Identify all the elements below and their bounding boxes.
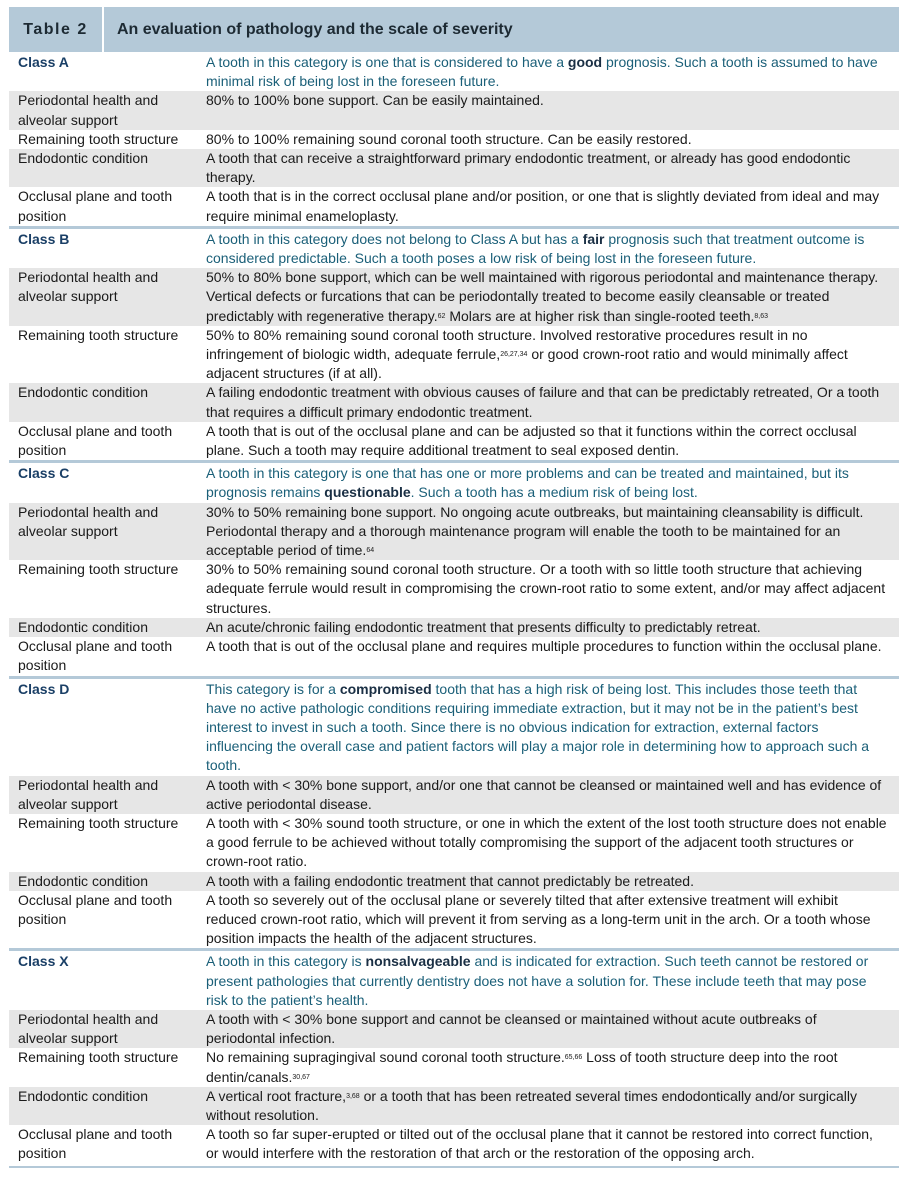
class-name: Class B [18,230,70,247]
class-description: A tooth in this category is one that is considered to have a good prognosis. Such a tooth is assumed to have minimal risk of being lost in the foreseen future. [206,54,878,90]
class-description: This category is for a compromised tooth that has a high risk of being lost. This includes those teeth that have no active pathologic conditions requiring immediate extraction, but it may not be in the patient’s best interest to invest in such a tooth. Since there is no obvious indication for extraction, external factors influencing the overall case and patient factors will play a major role in determining how to approach such a tooth. [206,680,870,774]
criterion-row [9,149,899,187]
criterion-description: 50% to 80% bone support, which can be well maintained with rigorous periodontal and maintenance therapy. Vertical defects or furcations that can be periodontally treated to become easily cleansable or treated predictably with regenerative therapy.$^{62}$ Molars are at higher risk than single-rooted teeth.$^{8,63}$ [206,269,879,324]
criterion-label: Occlusal plane and tooth position [18,188,173,224]
criterion-row [9,187,899,225]
criterion-label: Periodontal health and alveolar support [18,269,159,305]
criterion-description: A tooth with < 30% bone support, and/or one that cannot be cleansed or maintained well and has evidence of active periodontal disease. [206,776,882,812]
class-name: Class C [18,465,70,482]
criterion-row [9,814,899,872]
class-description: A tooth in this category is nonsalvageable and is indicated for extraction. Such teeth cannot be restored or present pathologies that currently dentistry does not have a solution for. These include teeth that may pose risk to the patient’s health. [206,953,869,1008]
criterion-label: Endodontic condition [18,872,148,889]
criterion-label: Periodontal health and alveolar support [18,776,159,812]
citation: 62 [437,312,446,320]
class-row [9,226,899,268]
criterion-description: 80% to 100% remaining sound coronal tooth structure. Can be easily restored. [206,130,692,147]
criterion-label: Occlusal plane and tooth position [18,1126,173,1162]
criterion-row [9,422,899,460]
class-name: Class X [18,953,69,970]
criterion-label: Periodontal health and alveolar support [18,92,159,128]
criterion-label: Occlusal plane and tooth position [18,422,173,459]
criterion-row [9,268,899,326]
citation: 8,63 [754,312,769,320]
class-name: Class D [18,680,70,697]
criterion-description: No remaining supragingival sound coronal tooth structure.$^{65,66}$ Loss of tooth structure deep into the root dentin/canals.$^{30,67}$ [206,1049,838,1085]
criterion-description: 80% to 100% bone support. Can be easily maintained. [206,92,544,109]
criterion-row [9,130,899,149]
criterion-label: Remaining tooth structure [18,130,179,147]
criterion-description: A tooth so severely out of the occlusal plane or severely tilted that after extensive treatment will exhibit reduced crown-root ratio, which will prevent it from serving as a long-term unit in the arch. Or a tooth whose position impacts the health of the adjacent structures. [206,891,871,947]
criterion-description: A tooth that can receive a straightforward primary endodontic treatment, or already has good endodontic therapy. [206,150,851,186]
criterion-row [9,637,899,675]
class-row [9,460,899,502]
criterion-row [9,503,899,561]
criterion-description: A tooth that is out of the occlusal plane and requires multiple procedures to function within the occlusal plane. [206,638,882,655]
table-body [9,52,899,1164]
criterion-description: A tooth with < 30% sound tooth structure, or one in which the extent of the lost tooth structure does not enable a good ferrule to be achieved without totally compromising the support of the adjacent tooth structures or crown-root ratio. [206,814,887,870]
criterion-description: 30% to 50% remaining bone support. No ongoing acute outbreaks, but maintaining cleansability is difficult. Periodontal therapy and a thorough maintenance program will enable the tooth to be maintained for an acceptable period of time.$^{64}$ [206,503,864,559]
criterion-description: A failing endodontic treatment with obvious causes of failure and that can be predictably retreated, Or a tooth that requires a difficult primary endodontic treatment. [206,384,880,420]
criterion-label: Remaining tooth structure [18,1049,179,1066]
criterion-label: Endodontic condition [18,150,148,167]
class-description: A tooth in this category does not belong to Class A but has a fair prognosis such that treatment outcome is considered predictable. Such a tooth poses a low risk of being lost in the foreseen future. [206,230,865,267]
criterion-row [9,383,899,421]
criterion-label: Periodontal health and alveolar support [18,503,159,539]
criterion-description: 50% to 80% remaining sound coronal tooth structure. Involved restorative procedures result in no infringement of biologic width, adequate ferrule,$^{26,27,34}$ or good crown-root ratio and would minimally affect adjacent structures (if at all). [206,326,848,382]
criterion-label: Remaining tooth structure [18,561,179,578]
class-name: Class A [18,54,69,70]
criterion-description: 30% to 50% remaining sound coronal tooth structure. Or a tooth with so little tooth structure that achieving adequate ferrule would result in compromising the crown-root ratio to some extent, and/or may affect adjacent structures. [206,561,886,616]
criterion-row [9,1048,899,1086]
criterion-row [9,326,899,384]
criterion-description: An acute/chronic failing endodontic treatment that presents difficulty to predictably retreat. [206,618,761,635]
criterion-row [9,91,899,129]
criterion-label: Endodontic condition [18,1087,148,1104]
criterion-description: A tooth with < 30% bone support and cannot be cleansed or maintained without acute outbreaks of periodontal infection. [206,1010,817,1047]
citation: 3,68 [346,1092,360,1100]
criterion-label: Endodontic condition [18,384,148,401]
criterion-row [9,1087,899,1125]
citation: 64 [366,547,375,555]
criterion-row [9,1010,899,1048]
criterion-row [9,618,899,637]
criterion-description: A vertical root fracture,$^{3,68}$ or a tooth that has been retreated several times endodontically and/or surgically without resolution. [206,1087,857,1123]
criterion-label: Endodontic condition [18,618,148,635]
citation: 65,66 [564,1054,583,1062]
criterion-label: Remaining tooth structure [18,326,179,343]
criterion-description: A tooth that is in the correct occlusal plane and/or position, or one that is slightly deviated from ideal and may require minimal enameloplasty. [206,188,880,224]
criterion-label: Remaining tooth structure [18,814,179,831]
citation: 30,67 [292,1073,310,1081]
class-row [9,676,899,776]
criterion-row [9,560,899,618]
table-number: Table 2 [9,7,104,52]
criterion-row [9,891,899,949]
criterion-row [9,776,899,814]
table-bottom-rule [9,1166,899,1168]
table-header [9,7,899,52]
criterion-description: A tooth so far super-erupted or tilted out of the occlusal plane that it cannot be restored into correct function, or would interfere with the restoration of that arch or the restoration of the opposing arch. [206,1126,873,1162]
table-page [9,0,899,1168]
class-row [9,948,899,1010]
criterion-label: Periodontal health and alveolar support [18,1010,159,1047]
class-row [9,52,899,91]
criterion-label: Occlusal plane and tooth position [18,638,173,674]
class-description: A tooth in this category is one that has one or more problems and can be treated and maintained, but its prognosis remains questionable. Such a tooth has a medium risk of being lost. [206,465,849,501]
criterion-row [9,872,899,891]
criterion-description: A tooth with a failing endodontic treatment that cannot predictably be retreated. [206,872,694,889]
table-title: An evaluation of pathology and the scale of severity [117,20,513,38]
criterion-label: Occlusal plane and tooth position [18,891,173,927]
criterion-description: A tooth that is out of the occlusal plane and can be adjusted so that it functions within the correct occlusal plane. Such a tooth may require additional treatment to seal exposed dentin. [206,422,857,459]
citation: 26,27,34 [500,351,528,359]
criterion-row [9,1125,899,1163]
